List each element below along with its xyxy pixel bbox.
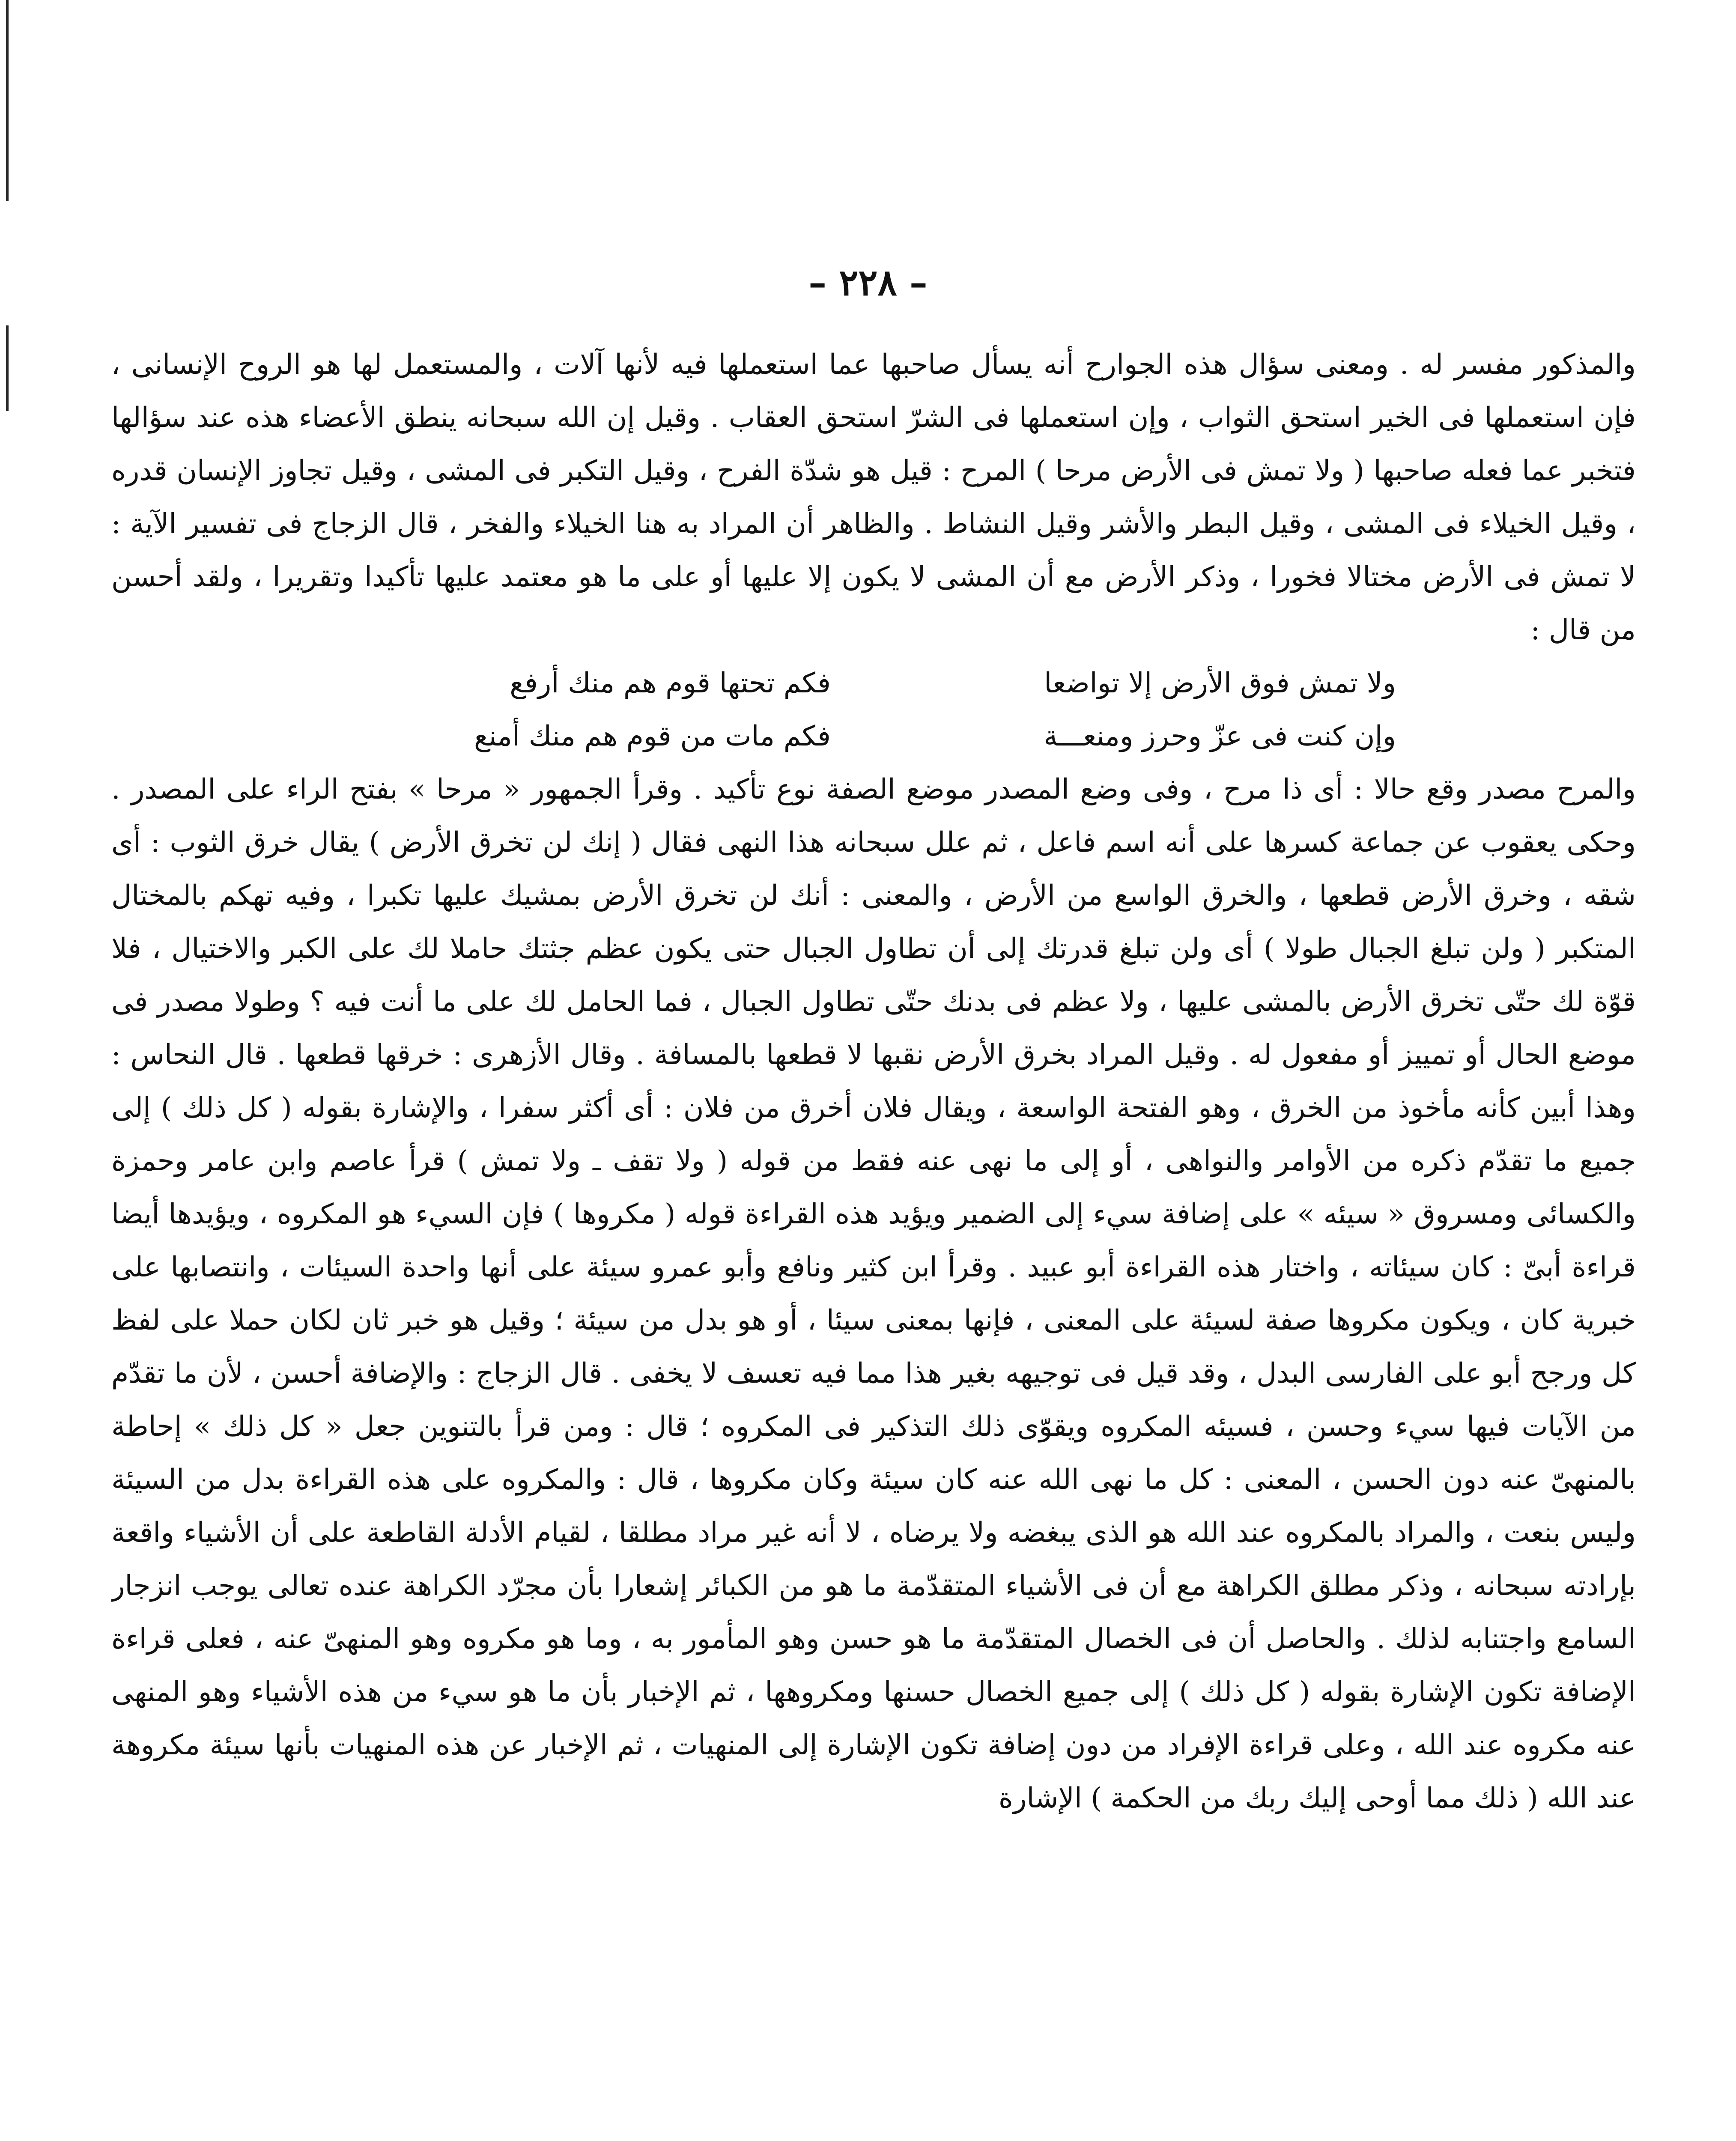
- page-number: – ٢٢٨ –: [808, 261, 928, 304]
- verse-line: [111, 657, 1636, 710]
- paragraph: والمرح مصدر وقع حالا : أى ذا مرح ، وفى وضع المصدر موضع الصفة نوع تأكيد . وقرأ الجمهور « مرحا » بفتح الراء على المصدر . وحكى يعقوب عن جماعة كسرها على أنه اسم فاعل ، ثم علل سبحانه هذا النهى فقال ( إنك لن تخرق الأرض ) يقال خرق الثوب : أى شقه ، وخرق الأرض قطعها ، والخرق الواسع من الأرض ، والمعنى : أنك لن تخرق الأرض بمشيك عليها تكبرا ، وفيه تهكم بالمختال المتكبر ( ولن تبلغ الجبال طولا ) أى ولن تبلغ قدرتك إلى أن تطاول الجبال حتى يكون عظم جثتك حاملا لك على الكبر والاختيال ، فلا قوّة لك حتّى تخرق الأرض بالمشى عليها ، ولا عظم فى بدنك حتّى تطاول الجبال ، فما الحامل لك على ما أنت فيه ؟ وطولا مصدر فى موضع الحال أو تمييز أو مفعول له . وقيل المراد بخرق الأرض نقبها لا قطعها بالمسافة . وقال الأزهرى : خرقها قطعها . قال النحاس : وهذا أبين كأنه مأخوذ من الخرق ، وهو الفتحة الواسعة ، ويقال فلان أخرق من فلان : أى أكثر سفرا ، والإشارة بقوله ( كل ذلك ) إلى جميع ما تقدّم ذكره من الأوامر والنواهى ، أو إلى ما نهى عنه فقط من قوله ( ولا تقف ـ ولا تمش ) قرأ عاصم وابن عامر وحمزة والكسائى ومسروق « سيئه » على إضافة سيء إلى الضمير ويؤيد هذه القراءة قوله ( مكروها ) فإن السيء هو المكروه ، ويؤيدها أيضا قراءة أبىّ : كان سيئاته ، واختار هذه القراءة أبو عبيد . وقرأ ابن كثير ونافع وأبو عمرو سيئة على أنها واحدة السيئات ، وانتصابها على خبرية كان ، ويكون مكروها صفة لسيئة على المعنى ، فإنها بمعنى سيئا ، أو هو بدل من سيئة ؛ وقيل هو خبر ثان لكان حملا على لفظ كل ورجح أبو على الفارسى البدل ، وقد قيل فى توجيهه بغير هذا مما فيه تعسف لا يخفى . قال الزجاج : والإضافة أحسن ، لأن ما تقدّم من الآيات فيها سيء وحسن ، فسيئه المكروه ويقوّى ذلك التذكير فى المكروه ؛ قال : ومن قرأ بالتنوين جعل « كل ذلك » إحاطة بالمنهىّ عنه دون الحسن ، المعنى : كل ما نهى الله عنه كان سيئة وكان مكروها ، قال : والمكروه على هذه القراءة بدل من السيئة وليس بنعت ، والمراد بالمكروه عند الله هو الذى يبغضه ولا يرضاه ، لا أنه غير مراد مطلقا ، لقيام الأدلة القاطعة على أن الأشياء واقعة بإرادته سبحانه ، وذكر مطلق الكراهة مع أن فى الأشياء المتقدّمة ما هو من الكبائر إشعارا بأن مجرّد الكراهة عنده تعالى يوجب انزجار السامع واجتنابه لذلك . والحاصل أن فى الخصال المتقدّمة ما هو حسن وهو المأمور به ، وما هو مكروه وهو المنهىّ عنه ، فعلى قراءة الإضافة تكون الإشارة بقوله ( كل ذلك ) إلى جميع الخصال حسنها ومكروهها ، ثم الإخبار بأن ما هو سيء من هذه الأشياء وهو المنهى عنه مكروه عند الله ، وعلى قراءة الإفراد من دون إضافة تكون الإشارة إلى المنهيات ، ثم الإخبار عن هذه المنهيات بأنها سيئة مكروهة عند الله ( ذلك مما أوحى إليك ربك من الحكمة ) الإشارة: [111, 773, 1636, 1814]
- verse-line: [111, 710, 1636, 763]
- verse-second-hemistich: فكم مات من قوم هم منك أمنع: [474, 720, 831, 752]
- main-text: [111, 338, 1636, 2141]
- poetry-verses: [111, 657, 1636, 763]
- verse-second-hemistich: فكم تحتها قوم هم منك أرفع: [510, 667, 831, 699]
- verse-first-hemistich: ولا تمش فوق الأرض إلا تواضعا: [1044, 667, 1396, 699]
- scan-edge-line: [6, 325, 9, 411]
- paragraph: والمذكور مفسر له . ومعنى سؤال هذه الجوارح أنه يسأل صاحبها عما استعملها فيه لأنها آلات ، والمستعمل لها هو الروح الإنسانى ، فإن استعملها فى الخير استحق الثواب ، وإن استعملها فى الشرّ استحق العقاب . وقيل إن الله سبحانه ينطق الأعضاء هذه عند سؤالها فتخبر عما فعله صاحبها ( ولا تمش فى الأرض مرحا ) المرح : قيل هو شدّة الفرح ، وقيل التكبر فى المشى ، وقيل تجاوز الإنسان قدره ، وقيل الخيلاء فى المشى ، وقيل البطر والأشر وقيل النشاط . والظاهر أن المراد به هنا الخيلاء والفخر ، قال الزجاج فى تفسير الآية : لا تمش فى الأرض مختالا فخورا ، وذكر الأرض مع أن المشى لا يكون إلا عليها أو على ما هو معتمد عليها تأكيدا وتقريرا ، ولقد أحسن من قال :: [111, 349, 1636, 646]
- verse-first-hemistich: وإن كنت فى عزّ وحرز ومنعـــة: [1044, 720, 1396, 752]
- scan-edge-line: [6, 0, 9, 201]
